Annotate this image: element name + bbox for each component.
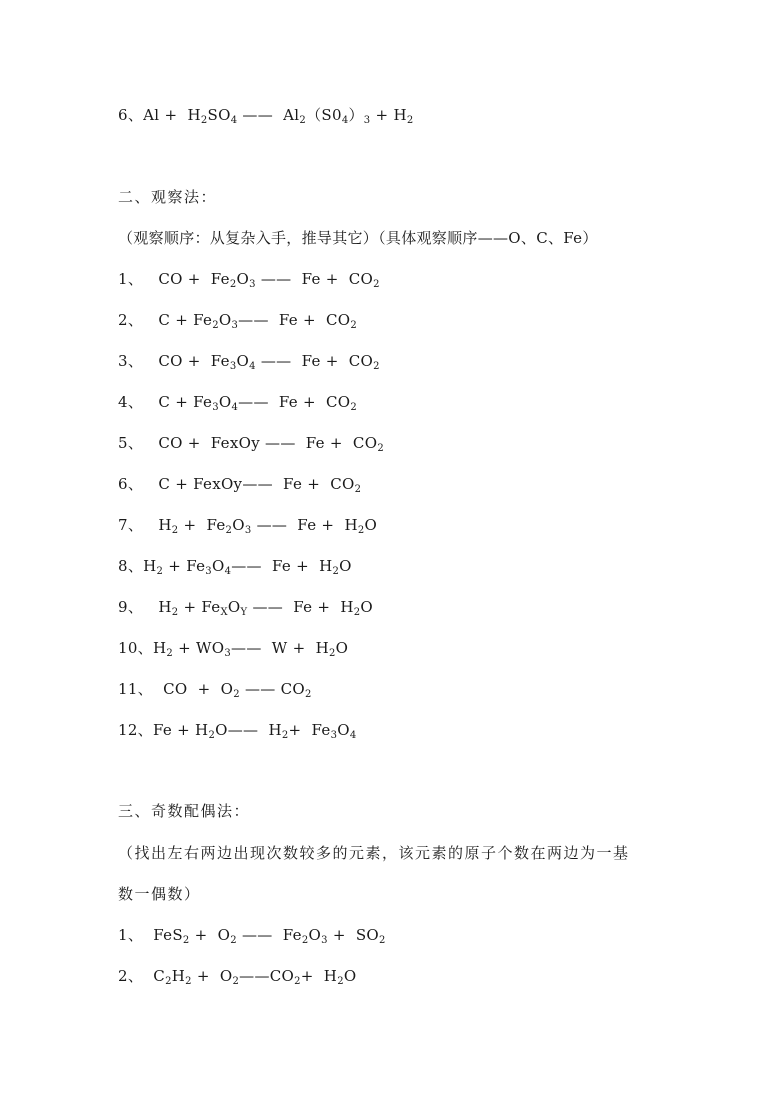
equation-line: 11、 CO + $O_2$ —— $CO_2$ [118, 680, 312, 700]
equation-line: 1、 CO + $Fe_2O_3$ —— $Fe + CO_2$ [118, 270, 380, 290]
equation-line: 12、$Fe + H_2O——$ $H_2+ Fe_3O_4$ [118, 721, 357, 741]
equation-line: 4、 $C + Fe_3O_4——$ $Fe + CO_2$ [118, 393, 358, 413]
equation-line: 6、$Al + H_2SO_4$ —— $Al_2(S0_4)_3 + H_2$ [118, 106, 414, 126]
equation-line: 5、 CO + FexOy —— $Fe + CO_2$ [118, 434, 384, 454]
equation-line: 3、 CO + $Fe_3O_4$ —— $Fe + CO_2$ [118, 352, 380, 372]
equation-line: 9、 $H_2 + Fe_XO_Y$ —— $Fe + H_2O$ [118, 598, 374, 618]
equation-line: 2、 $C + Fe_2O_3——$ $Fe + CO_2$ [118, 311, 358, 331]
equation-line: 8、$H_2$ + $Fe_3O_4——$ $Fe + H_2O$ [118, 557, 352, 577]
equation-line: 2、 $C_2H_2$ + $O_2——CO_2+ H_2O$ [118, 967, 357, 987]
section-note: （找出左右两边出现次数较多的元素，该元素的原子个数在两边为一基 [118, 844, 630, 862]
section-heading: 三、奇数配偶法： [118, 802, 251, 820]
equation-line: 1、 $FeS_2 + O_2$ —— $Fe_2O_3 + SO_2$ [118, 926, 386, 946]
section-note: （观察顺序：从复杂入手，推导其它）（具体观察顺序——O、C、Fe） [118, 229, 598, 247]
equation-line: 7、 $H_2 + Fe_2O_3$ —— $Fe + H_2O$ [118, 516, 378, 536]
equation-line: 10、$H_2$ + $WO_3——$ $W + H_2O$ [118, 639, 349, 659]
section-note: 数一偶数） [118, 885, 201, 903]
section-heading: 二、观察法： [118, 188, 218, 206]
equation-line: 6、 C + FexOy—— $Fe + CO_2$ [118, 475, 362, 495]
